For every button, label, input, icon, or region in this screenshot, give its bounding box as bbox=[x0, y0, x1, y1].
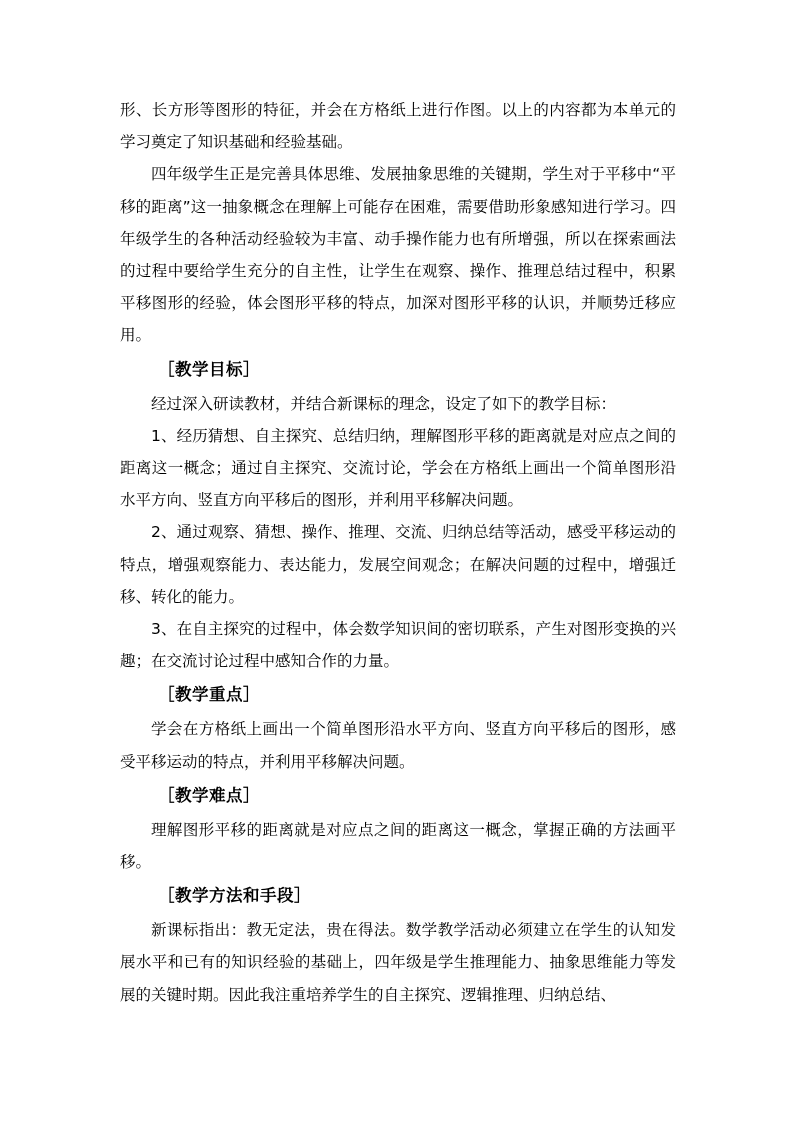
document-body bbox=[120, 94, 676, 1011]
goal-item-2: 2、通过观察、猜想、操作、推理、交流、归纳总结等活动，感受平移运动的特点，增强观察能力、表达能力，发展空间观念；在解决问题的过程中，增强迁移、转化的能力。 bbox=[120, 523, 676, 606]
intro-paragraph-1: 形、长方形等图形的特征，并会在方格纸上进行作图。以上的内容都为本单元的学习奠定了知识基础和经验基础。 bbox=[120, 101, 676, 152]
heading-difficulties: ［教学难点］ bbox=[158, 785, 260, 805]
difficulties-paragraph: 理解图形平移的距离就是对应点之间的距离这一概念，掌握正确的方法画平移。 bbox=[120, 820, 676, 872]
heading-teaching-goals: ［教学目标］ bbox=[158, 359, 260, 379]
key-points-paragraph: 学会在方格纸上画出一个简单图形沿水平方向、竖直方向平移后的图形，感受平移运动的特点，并利用平移解决问题。 bbox=[120, 720, 676, 771]
heading-methods: ［教学方法和手段］ bbox=[158, 886, 311, 906]
goals-lead-paragraph: 经过深入研读教材，并结合新课标的理念，设定了如下的教学目标： bbox=[151, 394, 617, 413]
methods-paragraph: 新课标指出：教无定法，贵在得法。数学教学活动必须建立在学生的认知发展水平和已有的知识经验的基础上，四年级是学生推理能力、抽象思维能力等发展的关键时期。因此我注重培养学生的自主探究、逻辑推理、归纳总结、 bbox=[120, 921, 676, 1004]
intro-paragraph-2: 四年级学生正是完善具体思维、发展抽象思维的关键期，学生对于平移中“平移的距离”这一抽象概念在理解上可能存在困难，需要借助形象感知进行学习。四年级学生的各种活动经验较为丰富、动手操作能力也有所增强，所以在探索画法的过程中要给学生充分的自主性，让学生在观察、操作、推理总结过程中，积累平移图形的经验，体会图形平移的特点，加深对图形平移的认识，并顺势迁移应用。 bbox=[120, 165, 676, 345]
goal-item-1: 1、经历猜想、自主探究、总结归纳，理解图形平移的距离就是对应点之间的距离这一概念；通过自主探究、交流讨论，学会在方格纸上画出一个简单图形沿水平方向、竖直方向平移后的图形，并利用平移解决问题。 bbox=[120, 426, 676, 510]
heading-key-points: ［教学重点］ bbox=[158, 685, 260, 705]
goal-item-3: 3、在自主探究的过程中，体会数学知识间的密切联系，产生对图形变换的兴趣；在交流讨论过程中感知合作的力量。 bbox=[120, 620, 676, 671]
